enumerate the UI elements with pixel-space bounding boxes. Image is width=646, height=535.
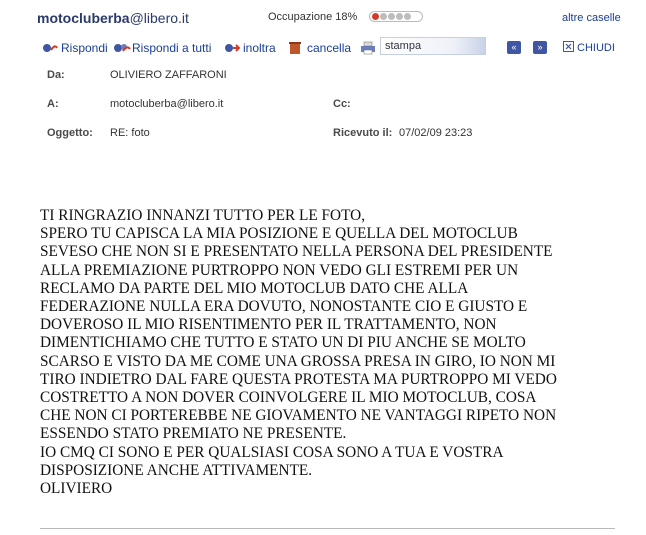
reply-all-icon: [113, 41, 129, 55]
delete-label: cancella: [307, 41, 352, 55]
from-value: OLIVIERO ZAFFARONI: [110, 69, 227, 81]
from-label: Da:: [47, 69, 65, 81]
message-toolbar: [0, 36, 646, 58]
next-button[interactable]: [533, 41, 547, 54]
other-inboxes-link[interactable]: altre caselle: [562, 12, 621, 24]
close-button[interactable]: [563, 41, 615, 55]
close-label: CHIUDI: [577, 42, 615, 54]
quota-dot: [372, 13, 379, 20]
forward-icon: [224, 41, 240, 55]
printer-icon: [360, 41, 376, 55]
received-value: 07/02/09 23:23: [399, 127, 473, 139]
background-bleed: [330, 62, 646, 102]
trash-icon: [288, 41, 304, 55]
account-domain: @libero.it: [129, 10, 189, 26]
next-icon: »: [537, 42, 543, 52]
print-icon-button[interactable]: [360, 41, 376, 55]
to-value: motocluberba@libero.it: [110, 98, 224, 110]
cc-label: Cc:: [333, 98, 351, 110]
reply-label: Rispondi: [61, 41, 108, 55]
divider: [40, 528, 615, 529]
previous-button[interactable]: [507, 41, 521, 54]
quota-dot: [396, 13, 403, 20]
top-bar: [0, 0, 646, 36]
message-body: TI RINGRAZIO INNANZI TUTTO PER LE FOTO, SPERO TU CAPISCA LA MIA POSIZIONE E QUELLA DEL MOTOCLUB SEVESO CHE NON SI E PRESENTATO NELLA PERSONA DEL PRESIDENTE ALLA PREMIAZIONE PURTROPPO NON VEDO GLI ESTREMI PER UN RECLAMO DA PARTE DEL MIO MOTOCLUB DATO CHE ALLA FEDERAZIONE NULLA ERA DOVUTO, NONOSTANTE CIO E GIUSTO E DOVEROSO IL MIO RISENTIMENTO PER IL TRATTAMENTO, NON DIMENTICHIAMO CHE TUTTO E STATO UN DI PIU ANCHE SE MOLTO SCARSO E VISTO DA ME COME UNA GROSSA PRESA IN GIRO, IO NON MI TIRO INDIETRO DAL FARE QUESTA PROTESTA MA PURTROPPO MI VEDO COSTRETTO A NON DOVER COINVOLGERE IL MIO MOTOCLUB, COSA CHE NON CI PORTEREBBE NE GIOVAMENTO NE VANTAGGI RIPETO NON ESSENDO STATO PREMIATO NE PRESENTE. IO CMQ CI SONO E PER QUALSIASI COSA SONO A TUA E VOSTRA DISPOSIZIONE ANCHE ATTIVAMENTE. OLIVIERO: [40, 207, 557, 498]
print-select[interactable]: stampa: [380, 37, 486, 55]
subject-value: RE: foto: [110, 127, 150, 139]
reply-icon: [42, 41, 58, 55]
reply-all-label: Rispondi a tutti: [132, 41, 212, 55]
quota-dot: [380, 13, 387, 20]
quota-dot: [404, 13, 411, 20]
forward-label: inoltra: [243, 41, 276, 55]
to-label: A:: [47, 98, 59, 110]
delete-button[interactable]: [288, 41, 351, 55]
subject-label: Oggetto:: [47, 127, 93, 139]
account-address: [37, 10, 189, 26]
quota-label: Occupazione 18%: [268, 11, 358, 23]
quota-meter: [369, 11, 423, 22]
reply-button[interactable]: [42, 41, 108, 55]
forward-button[interactable]: [224, 41, 276, 55]
reply-all-button[interactable]: [113, 41, 211, 55]
account-user: motocluberba: [37, 10, 130, 26]
received-label: Ricevuto il:: [333, 127, 393, 139]
close-icon: [563, 41, 574, 55]
quota-dot: [388, 13, 395, 20]
previous-icon: «: [511, 42, 517, 52]
